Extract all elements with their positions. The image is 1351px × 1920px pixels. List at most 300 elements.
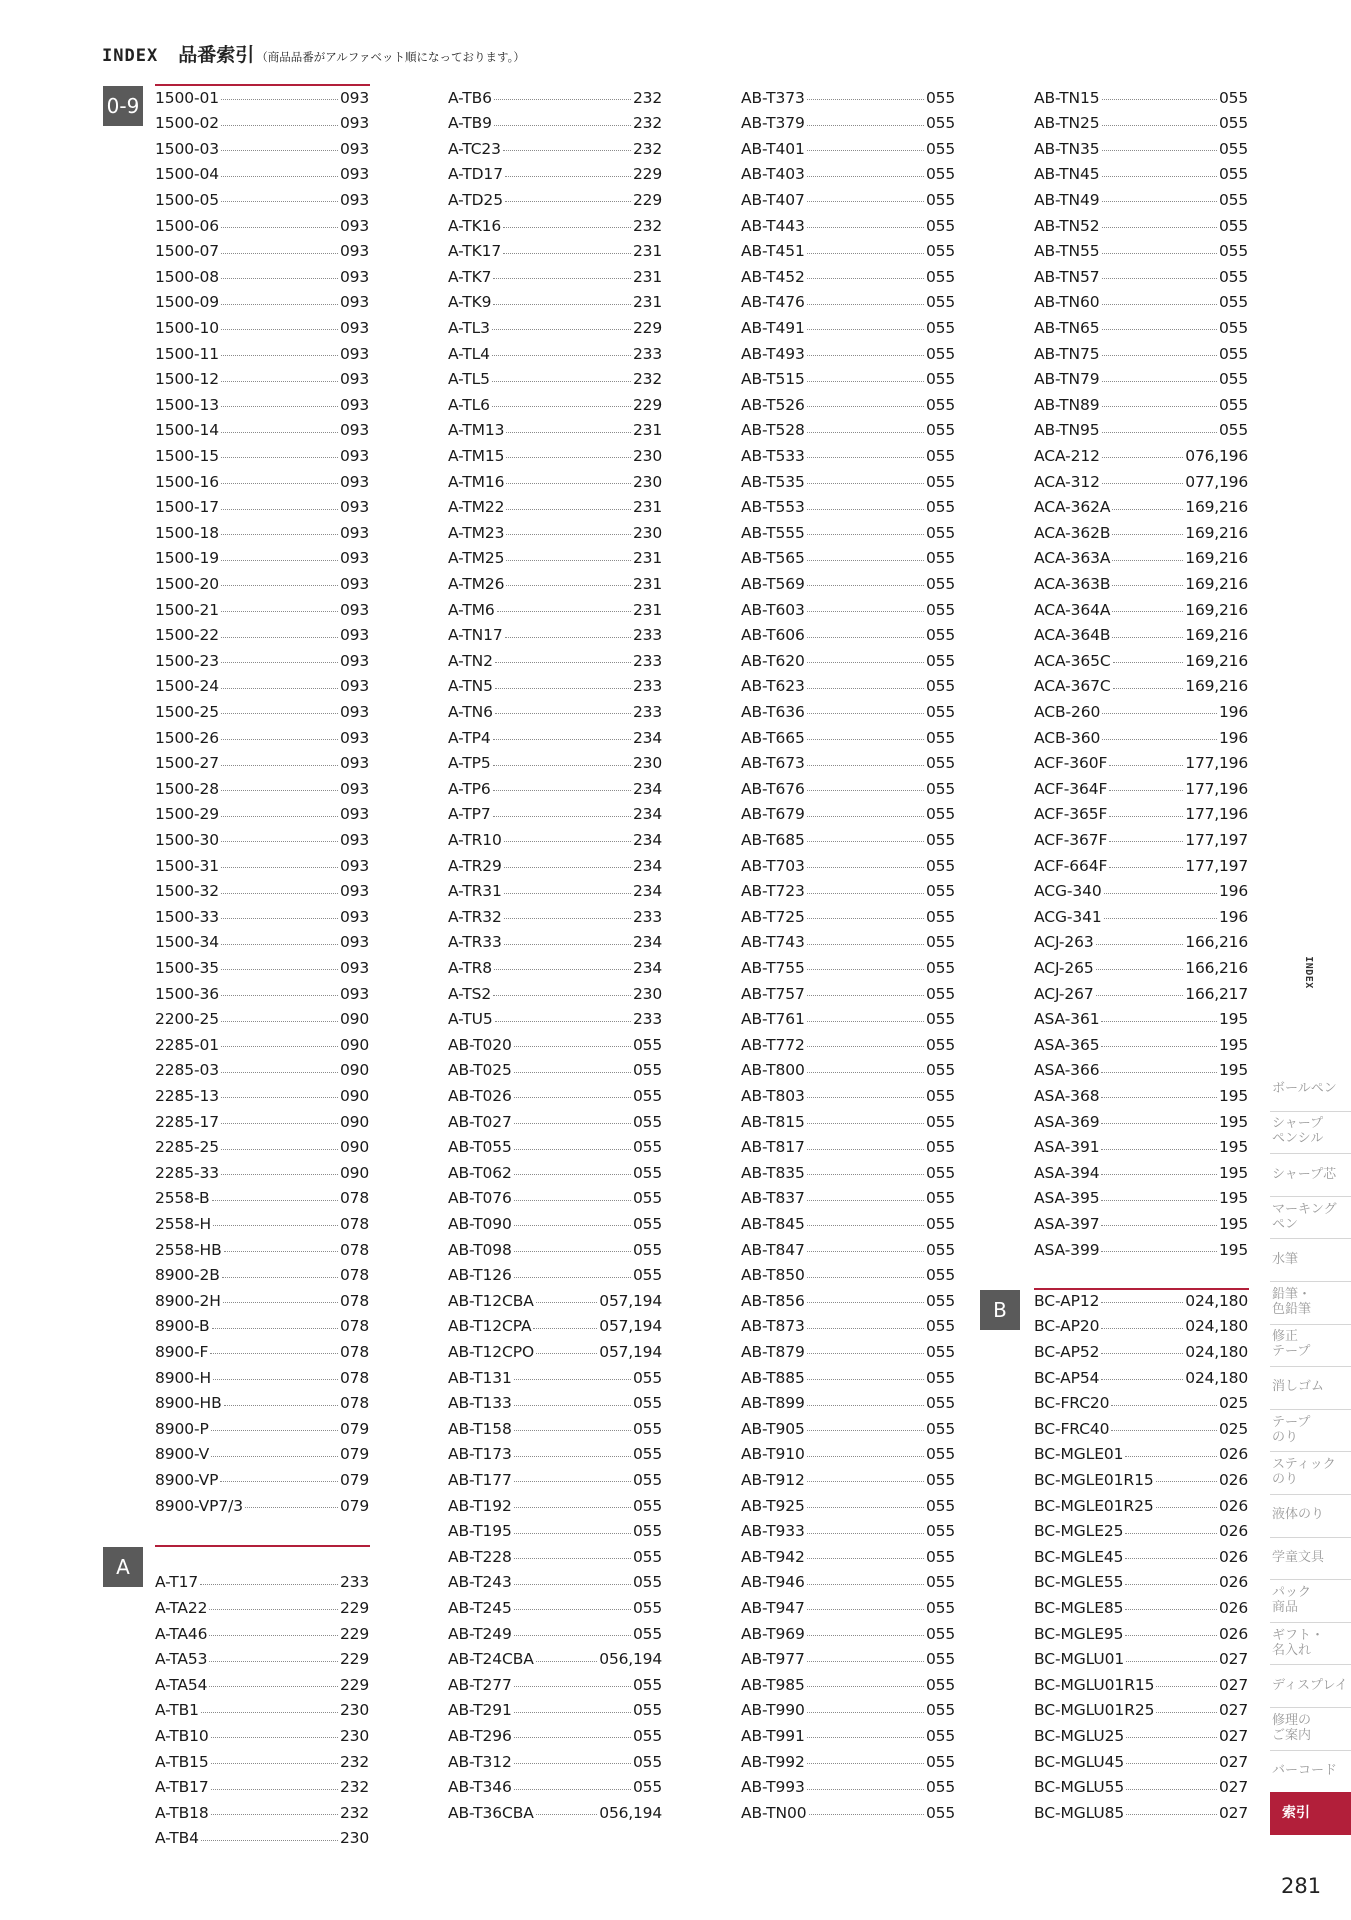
- leader-dots: [1102, 201, 1218, 202]
- entry-code: 1500-32: [155, 882, 220, 901]
- index-entry: [155, 958, 369, 978]
- category-tab[interactable]: [1270, 1281, 1351, 1324]
- entry-page: 177,196: [1185, 754, 1248, 773]
- entry-page: 093: [340, 830, 369, 849]
- leader-dots: [807, 867, 924, 868]
- entry-page: 055: [926, 1010, 955, 1029]
- entry-page: 229: [340, 1624, 369, 1643]
- entry-page: 093: [340, 600, 369, 619]
- leader-dots: [807, 995, 924, 996]
- entry-code: AB-T606: [741, 626, 805, 645]
- leader-dots: [536, 1661, 598, 1662]
- entry-code: AB-T815: [741, 1112, 805, 1131]
- index-entry: [1034, 1470, 1248, 1490]
- leader-dots: [1102, 739, 1217, 740]
- entry-page: 232: [633, 370, 662, 389]
- entry-code: BC-FRC20: [1034, 1394, 1110, 1413]
- index-entry: [741, 856, 955, 876]
- leader-dots: [221, 227, 338, 228]
- entry-page: 078: [340, 1214, 369, 1233]
- index-entry: [155, 369, 369, 389]
- entry-code: 2285-01: [155, 1035, 220, 1054]
- entry-page: 055: [633, 1701, 662, 1720]
- entry-code: BC-MGLE95: [1034, 1624, 1124, 1643]
- index-entry: [448, 548, 662, 568]
- index-entry: [448, 446, 662, 466]
- leader-dots: [220, 1481, 338, 1482]
- category-tab[interactable]: [1270, 1707, 1351, 1750]
- tab-label: パック: [1272, 1584, 1312, 1600]
- leader-dots: [807, 1635, 924, 1636]
- index-entry: [741, 804, 955, 824]
- leader-dots: [212, 1328, 338, 1329]
- leader-dots: [506, 585, 631, 586]
- entry-page: 231: [633, 421, 662, 440]
- entry-code: 1500-28: [155, 779, 220, 798]
- entry-code: ACF-367F: [1034, 830, 1108, 849]
- leader-dots: [1102, 304, 1218, 305]
- entry-page: 055: [926, 190, 955, 209]
- leader-dots: [1109, 841, 1183, 842]
- leader-dots: [506, 457, 631, 458]
- entry-page: 233: [633, 1010, 662, 1029]
- entry-code: 8900-VP: [155, 1470, 219, 1489]
- entry-code: BC-MGLE55: [1034, 1573, 1124, 1592]
- entry-code: AB-T055: [448, 1138, 512, 1157]
- entry-code: A-TP4: [448, 728, 491, 747]
- index-entry: [1034, 139, 1248, 159]
- category-tab[interactable]: [1270, 1537, 1351, 1580]
- leader-dots: [514, 1789, 631, 1790]
- entry-code: BC-MGLU45: [1034, 1752, 1125, 1771]
- entry-page: 055: [926, 1624, 955, 1643]
- entry-page: 055: [633, 1778, 662, 1797]
- leader-dots: [492, 329, 631, 330]
- index-entry: [155, 267, 369, 287]
- leader-dots: [807, 662, 924, 663]
- leader-dots: [1101, 1046, 1217, 1047]
- entry-page: 055: [926, 574, 955, 593]
- entry-code: ACA-212: [1034, 446, 1100, 465]
- entry-code: AB-T515: [741, 370, 805, 389]
- tab-label: 水筆: [1272, 1251, 1299, 1267]
- index-entry: [155, 497, 369, 517]
- index-entry: [1034, 1521, 1248, 1541]
- index-entry: [1034, 1419, 1248, 1439]
- tab-label: マーキング: [1272, 1201, 1337, 1217]
- entry-code: 1500-27: [155, 754, 220, 773]
- leader-dots: [1101, 1021, 1217, 1022]
- leader-dots: [1104, 918, 1217, 919]
- entry-page: 055: [926, 293, 955, 312]
- entry-code: ACF-365F: [1034, 805, 1108, 824]
- index-entry: [155, 830, 369, 850]
- index-entry: [741, 1112, 955, 1132]
- page-header: [102, 40, 525, 64]
- entry-page: 231: [633, 574, 662, 593]
- index-entry: [741, 1470, 955, 1490]
- entry-code: AB-T443: [741, 216, 805, 235]
- entry-page: 230: [340, 1701, 369, 1720]
- entry-code: AB-T245: [448, 1598, 512, 1617]
- leader-dots: [497, 611, 631, 612]
- leader-dots: [514, 1200, 631, 1201]
- index-entry: [155, 907, 369, 927]
- entry-page: 026: [1219, 1496, 1248, 1515]
- entry-page: 055: [926, 267, 955, 286]
- category-tab[interactable]: [1270, 1792, 1351, 1835]
- entry-code: 1500-15: [155, 446, 220, 465]
- entry-code: A-TK17: [448, 242, 502, 261]
- entry-page: 078: [340, 1368, 369, 1387]
- tab-label: シャープ芯: [1272, 1166, 1337, 1182]
- index-entry: [155, 676, 369, 696]
- entry-code: AB-T942: [741, 1547, 805, 1566]
- leader-dots: [807, 1481, 924, 1482]
- leader-dots: [514, 1405, 631, 1406]
- entry-page: 055: [926, 88, 955, 107]
- leader-dots: [807, 99, 924, 100]
- index-entry: [155, 574, 369, 594]
- entry-code: AB-T856: [741, 1291, 805, 1310]
- leader-dots: [221, 662, 338, 663]
- leader-dots: [221, 278, 338, 279]
- leader-dots: [807, 1097, 924, 1098]
- entry-code: AB-T158: [448, 1419, 512, 1438]
- entry-page: 056,194: [599, 1650, 662, 1669]
- entry-page: 055: [926, 114, 955, 133]
- index-entry: [741, 1572, 955, 1592]
- index-entry: [155, 1009, 369, 1029]
- index-entry: [1034, 1675, 1248, 1695]
- entry-page: 055: [926, 933, 955, 952]
- leader-dots: [807, 637, 924, 638]
- index-entry: [1034, 1777, 1248, 1797]
- index-entry: [741, 600, 955, 620]
- entry-code: AB-T228: [448, 1547, 512, 1566]
- entry-code: AB-T835: [741, 1163, 805, 1182]
- leader-dots: [807, 1353, 924, 1354]
- entry-page: 057,194: [599, 1342, 662, 1361]
- entry-code: BC-AP52: [1034, 1342, 1100, 1361]
- entry-code: BC-FRC40: [1034, 1419, 1110, 1438]
- leader-dots: [495, 688, 631, 689]
- leader-dots: [1102, 150, 1218, 151]
- index-entry: [1034, 625, 1248, 645]
- entry-page: 078: [340, 1266, 369, 1285]
- entry-page: 166,216: [1185, 958, 1248, 977]
- index-entry: [155, 804, 369, 824]
- entry-page: 055: [633, 1547, 662, 1566]
- entry-page: 026: [1219, 1522, 1248, 1541]
- entry-page: 093: [340, 754, 369, 773]
- entry-page: 196: [1219, 728, 1248, 747]
- entry-page: 055: [1219, 344, 1248, 363]
- category-tab[interactable]: [1270, 1451, 1351, 1494]
- entry-code: AB-T379: [741, 114, 805, 133]
- entry-page: 055: [926, 498, 955, 517]
- entry-page: 232: [633, 88, 662, 107]
- index-entry: [1034, 548, 1248, 568]
- entry-code: BC-MGLE45: [1034, 1547, 1124, 1566]
- category-tab[interactable]: [1270, 1068, 1351, 1111]
- leader-dots: [221, 201, 338, 202]
- entry-page: 055: [1219, 242, 1248, 261]
- leader-dots: [1126, 1763, 1217, 1764]
- leader-dots: [221, 381, 338, 382]
- index-entry: [448, 1342, 662, 1362]
- leader-dots: [221, 688, 338, 689]
- entry-code: A-TK9: [448, 293, 492, 312]
- leader-dots: [1111, 1430, 1217, 1431]
- tab-label: ギフト・: [1272, 1627, 1325, 1643]
- entry-code: ACF-664F: [1034, 856, 1108, 875]
- entry-code: AB-T131: [448, 1368, 512, 1387]
- entry-page: 093: [340, 190, 369, 209]
- entry-code: AB-TN60: [1034, 293, 1100, 312]
- category-tab[interactable]: [1270, 1494, 1351, 1537]
- entry-page: 195: [1219, 1240, 1248, 1259]
- leader-dots: [1101, 1302, 1183, 1303]
- index-entry: [1034, 420, 1248, 440]
- index-entry: [155, 651, 369, 671]
- entry-code: AB-T076: [448, 1189, 512, 1208]
- entry-code: 1500-11: [155, 344, 220, 363]
- entry-page: 055: [926, 1496, 955, 1515]
- entry-code: ACF-364F: [1034, 779, 1108, 798]
- leader-dots: [514, 1379, 631, 1380]
- entry-page: 093: [340, 626, 369, 645]
- entry-page: 093: [340, 498, 369, 517]
- entry-code: AB-T879: [741, 1342, 805, 1361]
- leader-dots: [807, 1507, 924, 1508]
- category-tab[interactable]: [1270, 1238, 1351, 1281]
- entry-page: 195: [1219, 1163, 1248, 1182]
- entry-code: AB-T993: [741, 1778, 805, 1797]
- category-tab[interactable]: [1270, 1366, 1351, 1409]
- entry-page: 093: [340, 344, 369, 363]
- index-entry: [1034, 1649, 1248, 1669]
- index-entry: [741, 1521, 955, 1541]
- entry-page: 055: [926, 318, 955, 337]
- entry-page: 055: [926, 958, 955, 977]
- entry-code: AB-T905: [741, 1419, 805, 1438]
- leader-dots: [494, 99, 631, 100]
- leader-dots: [505, 637, 631, 638]
- entry-page: 055: [926, 523, 955, 542]
- entry-code: AB-T312: [448, 1752, 512, 1771]
- index-entry: [155, 1624, 369, 1644]
- entry-page: 027: [1219, 1675, 1248, 1694]
- index-entry: [448, 1137, 662, 1157]
- entry-code: AB-T676: [741, 779, 805, 798]
- leader-dots: [221, 969, 338, 970]
- leader-dots: [1101, 1379, 1183, 1380]
- leader-dots: [1156, 1507, 1217, 1508]
- entry-code: AB-T098: [448, 1240, 512, 1259]
- category-tab[interactable]: [1270, 1664, 1351, 1707]
- entry-page: 026: [1219, 1470, 1248, 1489]
- leader-dots: [221, 611, 338, 612]
- index-label: INDEX: [102, 46, 159, 66]
- entry-code: ACA-364B: [1034, 626, 1111, 645]
- leader-dots: [1101, 1225, 1217, 1226]
- tab-label: テープ: [1272, 1344, 1311, 1360]
- leader-dots: [211, 1430, 338, 1431]
- leader-dots: [807, 585, 924, 586]
- entry-page: 055: [1219, 370, 1248, 389]
- entry-code: A-TA46: [155, 1624, 208, 1643]
- entry-code: AB-T126: [448, 1266, 512, 1285]
- entry-page: 232: [340, 1803, 369, 1822]
- leader-dots: [1102, 406, 1218, 407]
- tab-label: スティック: [1272, 1457, 1336, 1473]
- entry-page: 233: [633, 626, 662, 645]
- leader-dots: [201, 1712, 338, 1713]
- entry-page: 233: [633, 702, 662, 721]
- category-tab[interactable]: [1270, 1324, 1351, 1367]
- entry-page: 055: [926, 395, 955, 414]
- entry-page: 230: [633, 754, 662, 773]
- entry-page: 196: [1219, 907, 1248, 926]
- entry-page: 055: [633, 1368, 662, 1387]
- entry-page: 078: [340, 1394, 369, 1413]
- leader-dots: [807, 1277, 924, 1278]
- tab-label: 修理の: [1272, 1712, 1312, 1728]
- leader-dots: [221, 457, 338, 458]
- leader-dots: [807, 1149, 924, 1150]
- entry-page: 077,196: [1185, 472, 1248, 491]
- entry-page: 055: [633, 1035, 662, 1054]
- section-badge: B: [980, 1290, 1020, 1330]
- index-entry: [1034, 190, 1248, 210]
- index-entry: [448, 472, 662, 492]
- leader-dots: [503, 227, 631, 228]
- leader-dots: [209, 1661, 338, 1662]
- leader-dots: [1125, 1558, 1217, 1559]
- entry-page: 195: [1219, 1214, 1248, 1233]
- leader-dots: [807, 739, 924, 740]
- entry-page: 229: [633, 190, 662, 209]
- index-entry: [155, 241, 369, 261]
- leader-dots: [1101, 1072, 1217, 1073]
- index-entry: [741, 625, 955, 645]
- entry-page: 234: [633, 805, 662, 824]
- index-entry: [448, 1086, 662, 1106]
- entry-page: 055: [633, 1266, 662, 1285]
- leader-dots: [1102, 227, 1218, 228]
- entry-page: 230: [633, 472, 662, 491]
- category-tab[interactable]: [1270, 1409, 1351, 1452]
- leader-dots: [807, 329, 924, 330]
- leader-dots: [1102, 483, 1183, 484]
- index-entry: [155, 1214, 369, 1234]
- index-entry: [448, 1291, 662, 1311]
- entry-code: 1500-06: [155, 216, 220, 235]
- leader-dots: [514, 1097, 631, 1098]
- leader-dots: [514, 1584, 631, 1585]
- entry-page: 055: [926, 754, 955, 773]
- entry-page: 090: [340, 1010, 369, 1029]
- leader-dots: [807, 1046, 924, 1047]
- entry-page: 093: [340, 318, 369, 337]
- leader-dots: [1102, 125, 1218, 126]
- index-entry: [448, 164, 662, 184]
- entry-page: 093: [340, 446, 369, 465]
- index-entry: [1034, 344, 1248, 364]
- index-entry: [155, 216, 369, 236]
- category-tab[interactable]: [1270, 1153, 1351, 1196]
- entry-page: 055: [926, 165, 955, 184]
- category-tab[interactable]: [1270, 1579, 1351, 1622]
- entry-code: A-TS2: [448, 984, 492, 1003]
- entry-code: AB-TN45: [1034, 165, 1100, 184]
- entry-code: AB-TN52: [1034, 216, 1100, 235]
- tab-label: シャープ: [1272, 1116, 1324, 1132]
- leader-dots: [494, 125, 631, 126]
- entry-code: AB-T243: [448, 1573, 512, 1592]
- index-entry: [1034, 1112, 1248, 1132]
- category-tab[interactable]: [1270, 1622, 1351, 1665]
- leader-dots: [514, 1277, 631, 1278]
- index-entry: [448, 1316, 662, 1336]
- entry-page: 055: [1219, 165, 1248, 184]
- leader-dots: [506, 509, 631, 510]
- entry-page: 055: [926, 1368, 955, 1387]
- leader-dots: [1125, 1456, 1217, 1457]
- index-entry: [1034, 600, 1248, 620]
- index-entry: [741, 881, 955, 901]
- leader-dots: [506, 432, 631, 433]
- index-entry: [1034, 907, 1248, 927]
- category-tab[interactable]: [1270, 1111, 1351, 1154]
- entry-code: AB-T026: [448, 1086, 512, 1105]
- entry-page: 055: [633, 1419, 662, 1438]
- entry-code: AB-T992: [741, 1752, 805, 1771]
- entry-code: A-TL3: [448, 318, 490, 337]
- index-entry: [1034, 1137, 1248, 1157]
- entry-page: 057,194: [599, 1291, 662, 1310]
- index-entry: [1034, 1752, 1248, 1772]
- entry-code: AB-T493: [741, 344, 805, 363]
- entry-page: 055: [926, 1547, 955, 1566]
- entry-code: AB-T407: [741, 190, 805, 209]
- entry-code: A-TB18: [155, 1803, 209, 1822]
- entry-page: 093: [340, 421, 369, 440]
- tab-label: ご案内: [1272, 1727, 1312, 1743]
- index-entry: [1034, 497, 1248, 517]
- leader-dots: [495, 662, 631, 663]
- leader-dots: [1101, 1149, 1217, 1150]
- leader-dots: [514, 1046, 631, 1047]
- entry-code: ASA-369: [1034, 1112, 1100, 1131]
- index-entry: [1034, 1316, 1248, 1336]
- index-entry: [1034, 318, 1248, 338]
- entry-code: 8900-P: [155, 1419, 209, 1438]
- entry-page: 093: [340, 907, 369, 926]
- entry-page: 055: [926, 421, 955, 440]
- entry-page: 233: [633, 651, 662, 670]
- category-tab[interactable]: [1270, 1750, 1351, 1793]
- entry-code: A-TD17: [448, 165, 503, 184]
- entry-code: AB-TN49: [1034, 190, 1100, 209]
- entry-code: 8900-VP7/3: [155, 1496, 244, 1515]
- index-entry: [448, 728, 662, 748]
- index-entry: [448, 830, 662, 850]
- index-entry: [741, 907, 955, 927]
- category-tab[interactable]: [1270, 1196, 1351, 1239]
- entry-code: AB-T757: [741, 984, 805, 1003]
